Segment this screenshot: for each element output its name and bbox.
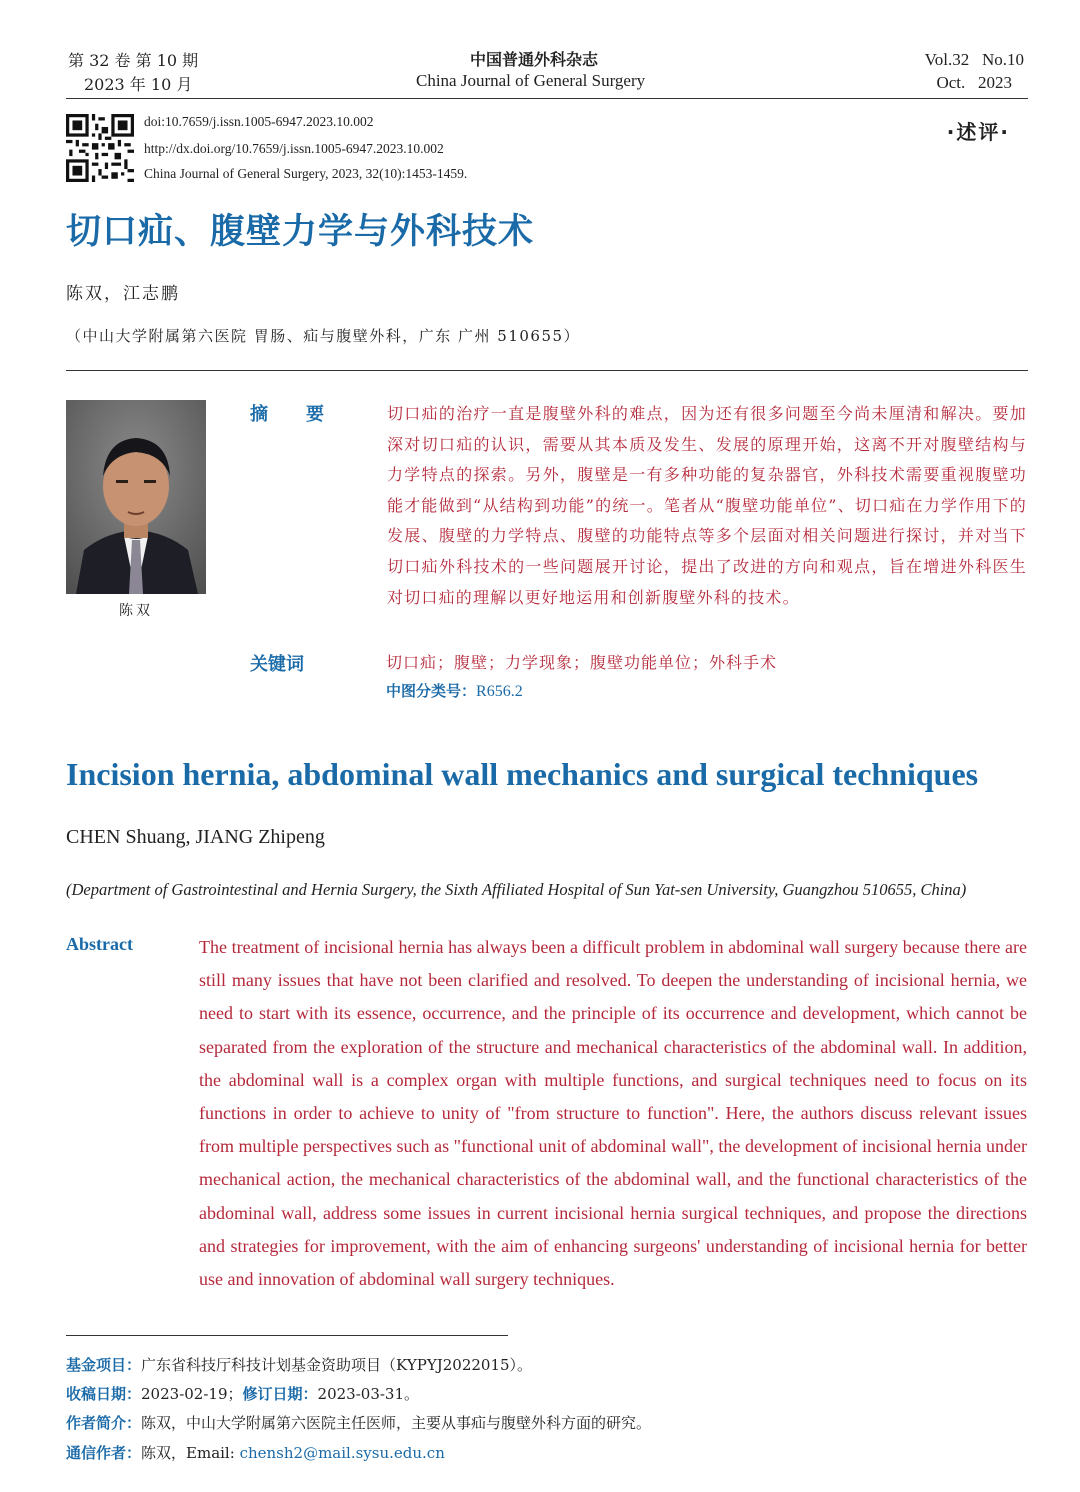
corr-name: 陈双，Email: [141,1444,240,1462]
corr-label: 通信作者： [66,1444,142,1462]
author-photo [66,400,206,594]
journal-name-en: China Journal of General Surgery [416,71,646,90]
title-cn: 切口疝、腹壁力学与外科技术 [66,212,535,252]
qr-code-icon [66,114,134,182]
citation-line: China Journal of General Surgery, 2023, 32(10):1453-1459. [144,166,468,181]
abstract-cn: 切口疝的治疗一直是腹壁外科的难点，因为还有很多问题至今尚未厘清和解决。要加深对切口疝的认识，需要从其本质及发生、发展的原理开始，这离不开对腹壁结构与力学特点的探索。另外，腹壁是一有多种功能的复杂器官，外科技术需要重视腹壁功能才能做到“从结构到功能”的统一。笔者从“腹壁功能单位”、切口疝在力学作用下的发展、腹壁的力学特点、腹壁的功能特点等多个层面对相关问题进行探讨，并对当下切口疝外科技术的一些问题展开讨论，提出了改进的方向和观点，旨在增进外科医生对切口疝的理解以更好地运用和创新腹壁外科的技术。 [387,404,1027,607]
affiliation-cn: （中山大学附属第六医院 胃肠、疝与腹壁外科，广东 广州 510655） [66,327,581,345]
fund-text: 广东省科技厅科技计划基金资助项目（KYPYJ2022015）。 [141,1356,533,1374]
bio-text: 陈双，中山大学附属第六医院主任医师，主要从事疝与腹壁外科方面的研究。 [141,1414,652,1432]
doi-line: doi:10.7659/j.issn.1005-6947.2023.10.002 [144,114,374,129]
fund-label: 基金项目： [66,1356,142,1374]
doi-url[interactable]: http://dx.doi.org/10.7659/j.issn.1005-6947.2023.10.002 [144,141,444,156]
authors-en: CHEN Shuang, JIANG Zhipeng [66,826,325,848]
bio-label: 作者简介： [66,1414,142,1432]
footnote-dates [66,1383,419,1404]
keywords-label-cn: 关键词 [250,654,304,675]
header-rule [66,98,1028,99]
section-rule [66,370,1028,371]
revised-label: 修订日期： [242,1385,318,1403]
revised-date: 2023-03-31。 [317,1385,420,1403]
footnote-bio [66,1412,651,1433]
footnote-correspondence [66,1442,445,1463]
authors-cn: 陈双，江志鹏 [66,284,180,304]
volume-issue-en: Vol.32 No.10 [924,50,1024,69]
footnote-rule [66,1335,508,1336]
corr-email-link[interactable]: chensh2@mail.sysu.edu.cn [239,1444,445,1462]
date-en: Oct. 2023 [936,73,1012,92]
title-en: Incision hernia, abdominal wall mechanics and surgical techniques [66,756,979,792]
keywords-cn: 切口疝；腹壁；力学现象；腹壁功能单位；外科手术 [386,653,778,672]
affiliation-en: (Department of Gastrointestinal and Hernia Surgery, the Sixth Affiliated Hospital of Sun Yat-sen University, Guangzhou 510655, China) [66,880,967,899]
abstract-label-en: Abstract [66,934,133,954]
volume-issue-cn: 第 32 卷 第 10 期 [68,51,199,70]
column-tag: ·述评· [946,120,1010,144]
abstract-label-cn: 摘 要 [250,404,334,425]
clc-line [386,680,523,701]
journal-name-cn: 中国普通外科杂志 [470,50,599,69]
footnote-fund [66,1354,532,1375]
clc-label: 中图分类号： [386,682,477,700]
photo-caption: 陈双 [119,603,153,619]
date-cn: 2023 年 10 月 [84,75,193,94]
abstract-en: The treatment of incisional hernia has always been a difficult problem in abdominal wall surgery because there are still many issues that have not been clarified and resolved. To deepen the understanding of incisional hernia, we need to start with its essence, occurrence, and the principle of its occurrence and development, which cannot be separated from the exploration of the structure and mechanical characteristics of the abdominal wall. In addition, the abdominal wall is a complex organ with multiple functions, and surgical techniques need to focus on its functions in order to achieve to unity of "from structure to function". Here, the authors discuss relevant issues from multiple perspectives such as "functional unit of abdominal wall", the development of incisional hernia under mechanical action, the mechanical characteristics of the abdominal wall, and the functional characteristics of the abdominal wall, address some issues in current incisional hernia surgical techniques, and propose the directions and strategies for improvement, with the aim of enhancing surgeons' understanding of incisional hernia for better use and innovation of abdominal wall surgery techniques. [199,937,1027,1290]
received-label: 收稿日期： [66,1385,142,1403]
received-date: 2023-02-19； [141,1385,243,1403]
clc-value: R656.2 [476,683,523,700]
